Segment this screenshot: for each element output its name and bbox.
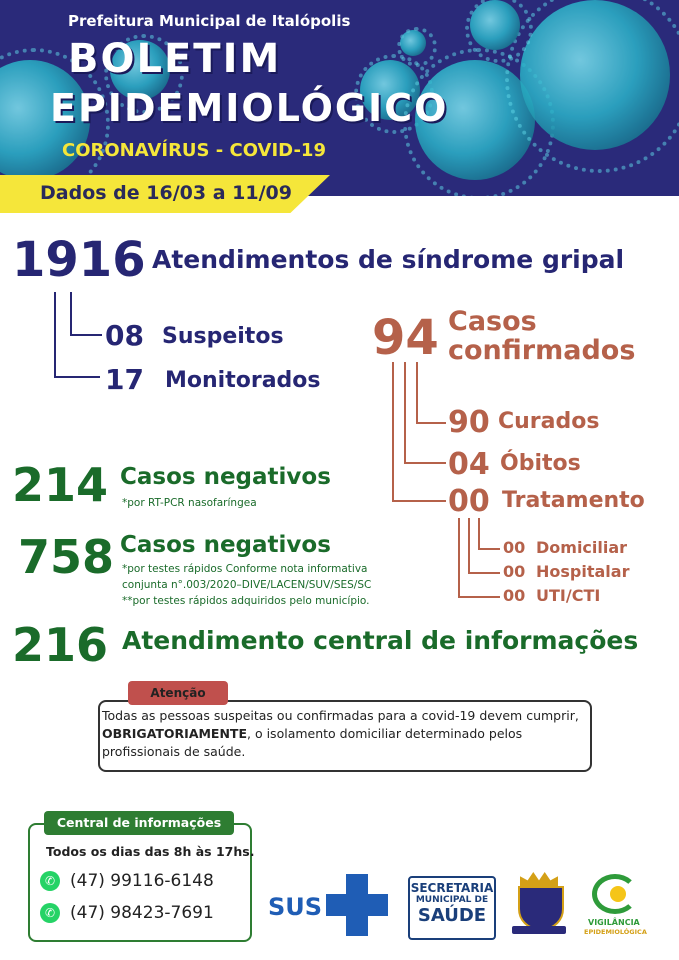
secretaria-logo [408,876,496,940]
suspeitos-value: 08 [105,319,144,352]
hospitalar-value: 00 [503,562,526,581]
subtitle: CORONAVÍRUS - COVID-19 [62,140,326,161]
tratamento-label: Tratamento [502,488,645,513]
virus-illustration [470,0,520,50]
vigilancia-line1: VIGILÂNCIA [588,918,640,927]
title-line1: BOLETIM [68,36,282,82]
dates-text: Dados de 16/03 a 11/09 [40,182,292,204]
tratamento-value: 00 [448,484,490,519]
negativos-rapidos-note1: *por testes rápidos Conforme nota informativa [122,563,368,575]
negativos-rapidos-value: 758 [18,530,115,584]
tree-line [70,292,102,336]
confirmados-label-2: confirmados [448,335,636,366]
obitos-label: Óbitos [500,451,581,476]
sus-logo-text: SUS [268,893,323,921]
vigilancia-line2: EPIDEMIOLÓGICA [584,928,647,936]
tree-line [416,362,446,424]
alert-bold: OBRIGATORIAMENTE [102,726,248,741]
negativos-rapidos-note2: conjunta n°.003/2020–DIVE/LACEN/SUV/SES/SC [122,579,372,591]
monitorados-label: Monitorados [165,368,321,393]
whatsapp-icon: ✆ [40,871,60,891]
tree-line [478,518,500,550]
secretaria-line2: MUNICIPAL DE [415,895,489,905]
whatsapp-icon: ✆ [40,903,60,923]
virus-illustration [400,30,426,56]
central-tab: Central de informações [44,811,234,835]
negativos-rapidos-note3: **por testes rápidos adquiridos pelo município. [122,595,370,607]
domiciliar-label: Domiciliar [536,538,628,557]
curados-label: Curados [498,409,600,434]
alert-text [102,707,584,761]
prefeitura-name: Prefeitura Municipal de Italópolis [68,12,351,30]
atendimentos-label: Atendimentos de síndrome gripal [152,245,625,274]
sus-cross-icon [326,874,388,936]
confirmados-label-1: Casos [448,306,537,337]
atendimentos-value: 1916 [12,232,146,288]
negativos-pcr-value: 214 [12,458,109,512]
suspeitos-label: Suspeitos [162,324,284,349]
uti-label: UTI/CTI [536,586,601,605]
alert-tab: Atenção [128,681,228,705]
central-hours: Todos os dias das 8h às 17hs. [46,844,255,859]
obitos-value: 04 [448,447,490,482]
negativos-pcr-note: *por RT-PCR nasofaríngea [122,497,257,509]
title-line2: EPIDEMIOLÓGICO [50,86,449,130]
vigilancia-logo-dot [610,886,626,902]
negativos-rapidos-label: Casos negativos [120,532,331,558]
phone-1[interactable]: (47) 99116-6148 [70,871,214,891]
virus-illustration [520,0,670,150]
central-atendimento-label: Atendimento central de informações [122,626,639,655]
monitorados-value: 17 [105,363,144,396]
hospitalar-label: Hospitalar [536,562,630,581]
domiciliar-value: 00 [503,538,526,557]
tree-line [54,292,56,376]
central-atendimento-value: 216 [12,618,109,672]
secretaria-line3: SAÚDE [417,905,487,926]
alert-line3: profissionais de saúde. [102,744,246,759]
negativos-pcr-label: Casos negativos [120,464,331,490]
alert-line1: Todas as pessoas suspeitas ou confirmadas para a covid-19 devem cumprir, [102,708,579,723]
uti-value: 00 [503,586,526,605]
coat-of-arms-icon [512,872,566,936]
alert-line2: , o isolamento domiciliar determinado pelos [247,726,523,741]
curados-value: 90 [448,405,490,440]
confirmados-value: 94 [372,310,439,366]
tree-line [54,376,100,378]
secretaria-line1: SECRETARIA [410,881,494,895]
phone-2[interactable]: (47) 98423-7691 [70,903,214,923]
